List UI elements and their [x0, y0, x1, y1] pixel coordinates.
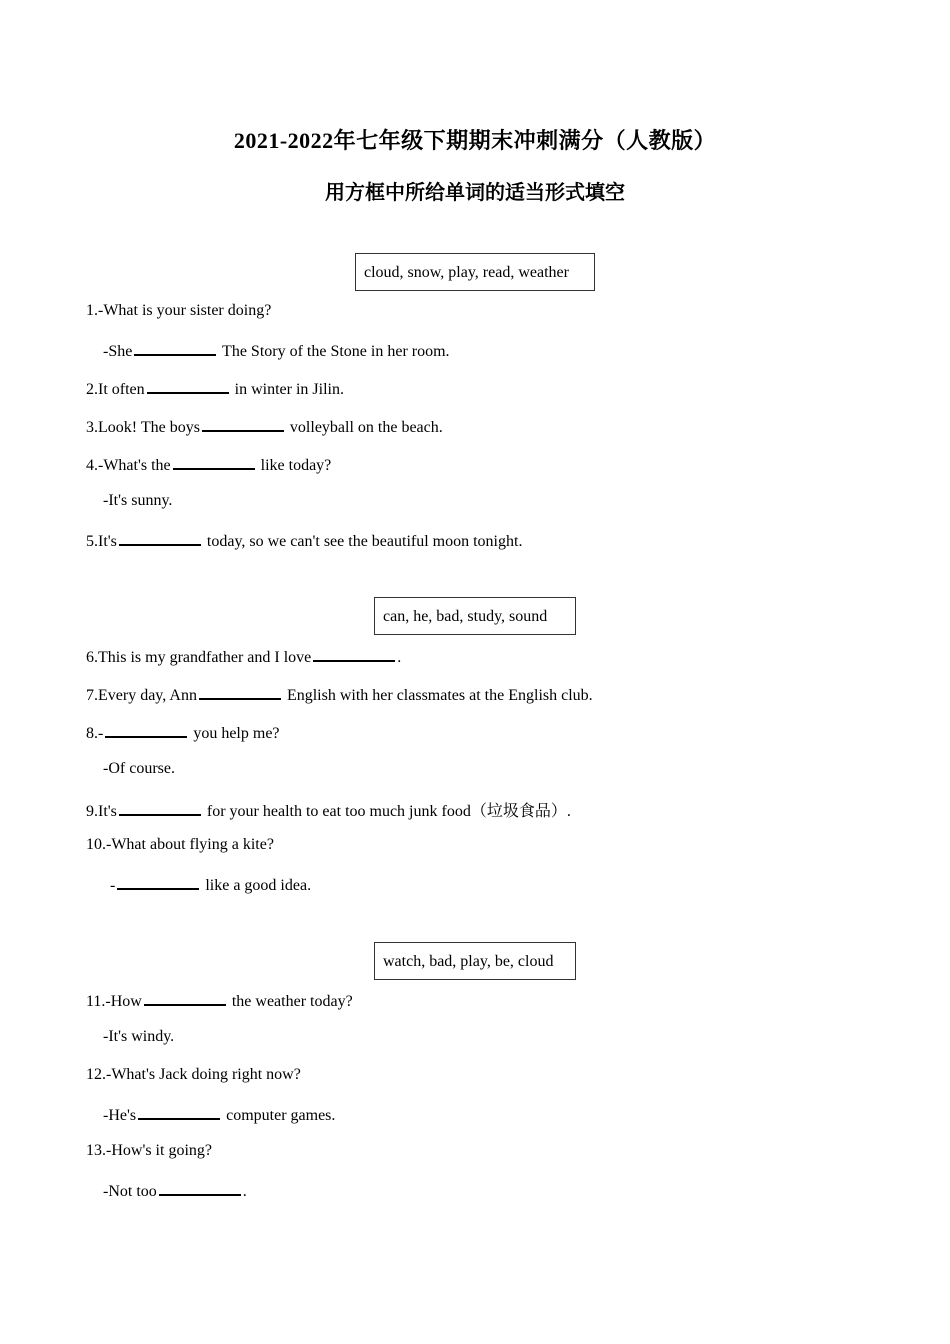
question-text: 9.It's	[86, 803, 117, 820]
answer-blank-7[interactable]	[199, 684, 281, 700]
question-11	[86, 990, 353, 1011]
answer-line-8	[103, 760, 175, 778]
answer-blank-9[interactable]	[119, 800, 201, 816]
answer-line-11	[103, 1028, 174, 1046]
question-8	[86, 722, 280, 743]
answer-blank-5[interactable]	[119, 530, 201, 546]
question-text: you help me?	[189, 725, 280, 742]
word-box-1: cloud, snow, play, read, weather	[355, 253, 595, 291]
question-text: -	[110, 877, 116, 894]
question-6	[86, 646, 401, 667]
answer-blank-2[interactable]	[147, 378, 229, 394]
answer-line-4	[103, 492, 172, 510]
question-text: -She	[103, 343, 133, 360]
answer-blank-13[interactable]	[159, 1180, 241, 1196]
question-5	[86, 530, 522, 551]
question-10	[86, 836, 274, 854]
word-box-2: can, he, bad, study, sound	[374, 597, 576, 635]
question-text: -It's sunny.	[103, 492, 173, 509]
word-box-3: watch, bad, play, be, cloud	[374, 942, 576, 980]
question-text: 3.Look! The boys	[86, 419, 200, 436]
question-text: 1.-What is your sister doing?	[86, 302, 272, 319]
question-text: 10.-What about flying a kite?	[86, 836, 274, 853]
answer-blank-8[interactable]	[105, 722, 187, 738]
question-1	[86, 302, 271, 320]
question-text: .	[397, 649, 402, 666]
question-text: 12.-What's Jack doing right now?	[86, 1066, 301, 1083]
page-title: 2021-2022年七年级下期期末冲刺满分（人教版）	[233, 128, 717, 153]
question-3	[86, 416, 443, 437]
answer-line-13	[103, 1180, 247, 1201]
answer-blank-3[interactable]	[202, 416, 284, 432]
question-text: 2.It often	[86, 381, 145, 398]
answer-blank-6[interactable]	[313, 646, 395, 662]
question-text: -He's	[103, 1107, 137, 1124]
answer-blank-10[interactable]	[117, 874, 199, 890]
question-text: English with her classmates at the English club.	[282, 687, 593, 704]
question-text: computer games.	[222, 1107, 336, 1124]
answer-blank-4[interactable]	[173, 454, 255, 470]
question-2	[86, 378, 344, 399]
question-text: 11.-How	[86, 993, 142, 1010]
question-text: 6.This is my grandfather and I love	[86, 649, 312, 666]
question-text: the weather today?	[227, 993, 353, 1010]
question-text: -Of course.	[103, 760, 175, 777]
question-7	[86, 684, 593, 705]
question-text: for your health to eat too much junk food（垃圾食品）.	[202, 803, 571, 820]
question-text: like today?	[256, 457, 332, 474]
question-text: -It's windy.	[103, 1028, 175, 1045]
answer-line-1	[103, 340, 450, 361]
answer-line-10	[110, 874, 311, 895]
answer-blank-11[interactable]	[144, 990, 226, 1006]
question-text: -Not too	[103, 1183, 157, 1200]
answer-line-12	[103, 1104, 335, 1125]
question-text: The Story of the Stone in her room.	[218, 343, 450, 360]
question-text: in winter in Jilin.	[230, 381, 344, 398]
question-text: 4.-What's the	[86, 457, 171, 474]
question-text: 7.Every day, Ann	[86, 687, 197, 704]
question-13	[86, 1142, 212, 1160]
question-text: like a good idea.	[201, 877, 312, 894]
question-text: 8.-	[86, 725, 104, 742]
question-9	[86, 798, 571, 821]
section-instruction: 用方框中所给单词的适当形式填空	[325, 182, 625, 204]
answer-blank-1[interactable]	[134, 340, 216, 356]
question-text: today, so we can't see the beautiful moon tonight.	[202, 533, 523, 550]
answer-blank-12[interactable]	[138, 1104, 220, 1120]
question-12	[86, 1066, 301, 1084]
question-text: 5.It's	[86, 533, 117, 550]
question-text: .	[242, 1183, 247, 1200]
question-text: volleyball on the beach.	[285, 419, 443, 436]
question-4	[86, 454, 331, 475]
question-text: 13.-How's it going?	[86, 1142, 212, 1159]
